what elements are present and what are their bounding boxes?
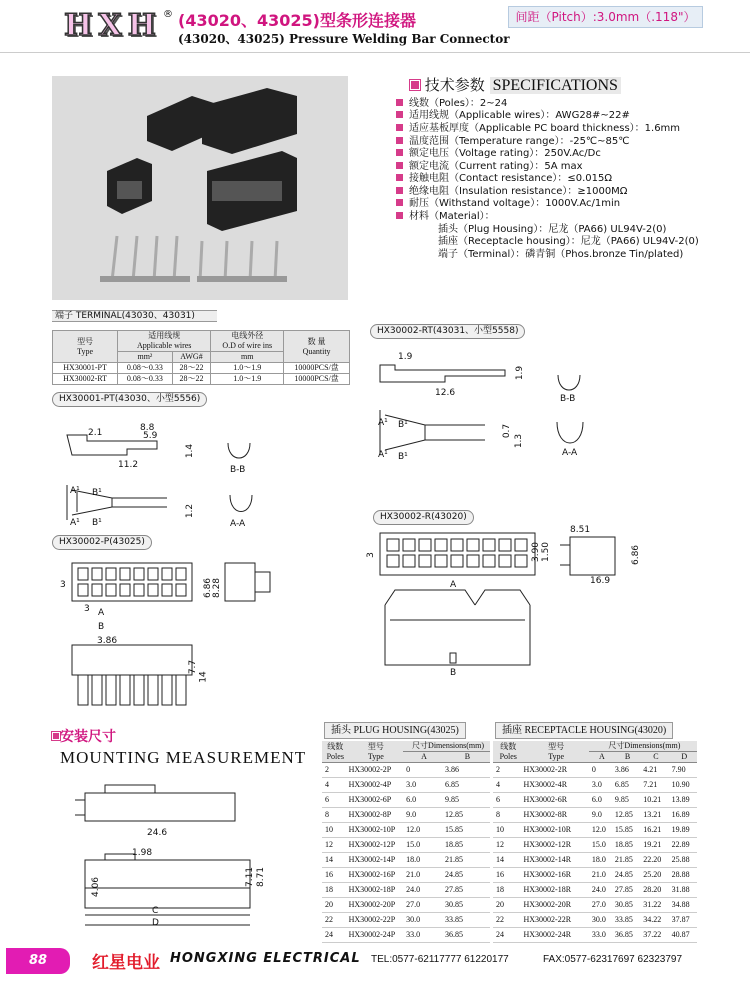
spec-line: 绝缘电阻（Insulation resistance）：≥1000MΩ	[396, 186, 627, 198]
fax: FAX:0577-62317697 62323797	[543, 954, 683, 965]
material-line: 端子（Terminal）：磷青铜（Phos.bronze Tin/plated)	[438, 249, 684, 260]
mounting-heading-en: MOUNTING MEASUREMENT	[60, 748, 307, 767]
table-row: 6 HX30002-6P 6.0 9.85	[322, 793, 490, 808]
table-row: 14 HX30002-14P 18.0 21.85	[322, 853, 490, 868]
col-qty: 数 量 Quantity	[284, 331, 350, 363]
rt-drawing-tag: HX30002-RT(43031、小型5558)	[370, 324, 525, 339]
specs-heading-en: SPECIFICATIONS	[490, 77, 621, 94]
receptacle-housing-drawing	[375, 525, 650, 685]
table-row: 12 HX30002-12R 15.0 18.85 19.21 22.89	[493, 838, 697, 853]
registered-mark: ®	[163, 9, 173, 20]
table-row: 2 HX30002-2R 0 3.86 4.21 7.90	[493, 763, 697, 778]
spec-line: 额定电压（Voltage rating）：250V.Ac/Dc	[396, 148, 601, 160]
product-photo-art	[52, 76, 348, 300]
table-row: 20 HX30002-20R 27.0 30.85 31.22 34.88	[493, 898, 697, 913]
mounting-bullet-icon	[52, 732, 60, 740]
table-row: 6 HX30002-6R 6.0 9.85 10.21 13.89	[493, 793, 697, 808]
specs-heading	[410, 74, 621, 95]
table-row: 2 HX30002-2P 0 3.86	[322, 763, 490, 778]
table-row: 10 HX30002-10R 12.0 15.85 16.21 19.89	[493, 823, 697, 838]
table-row: 8 HX30002-8P 9.0 12.85	[322, 808, 490, 823]
mounting-heading-cn: 安装尺寸	[52, 726, 116, 746]
pt-section-drawing	[225, 440, 255, 520]
company-name-cn: 红星电业	[92, 953, 160, 973]
p-drawing-tag: HX30002-P(43025)	[52, 535, 152, 550]
material-line: 插头（Plug Housing）：尼龙（PA66) UL94V-2(0)	[438, 224, 667, 235]
table-row: 22 HX30002-22R 30.0 33.85 34.22 37.87	[493, 913, 697, 928]
material-line: 插座（Receptacle housing）：尼龙（PA66) UL94V-2(0)	[438, 236, 699, 247]
table-row: 22 HX30002-22P 30.0 33.85	[322, 913, 490, 928]
plug-table-heading: 插头 PLUG HOUSING(43025)	[324, 722, 466, 739]
terminal-heading: 端子 TERMINAL(43030、43031)	[52, 310, 217, 322]
table-row: 20 HX30002-20P 27.0 30.85	[322, 898, 490, 913]
terminal-table: 型号 Type 适用线规 Applicable wires 电线外径 O.D of wire ins 数 量 Quantity mm² AWG# mm HX30001-PT 0.08～0.33 28～22 1.0～1.9 10000PCS/盘 HX30002-RT 0.08～0.33 28～22 1.0～1.9 10000PCS/盘	[52, 330, 350, 385]
page-title-cn: (43020、43025)型条形连接器	[178, 11, 416, 30]
rt-terminal-drawing	[375, 350, 535, 460]
table-row: 18 HX30002-18P 24.0 27.85	[322, 883, 490, 898]
table-row: 16 HX30002-16R 21.0 24.85 25.20 28.88	[493, 868, 697, 883]
pt-terminal-drawing	[62, 420, 202, 530]
page-title-en: (43020、43025) Pressure Welding Bar Connector	[178, 32, 510, 46]
spec-line: 适应基板厚度（Applicable PC board thickness）：1.6mm	[396, 123, 680, 135]
table-row: 14 HX30002-14R 18.0 21.85 22.20 25.88	[493, 853, 697, 868]
table-row: 4 HX30002-4R 3.0 6.85 7.21 10.90	[493, 778, 697, 793]
r-drawing-tag: HX30002-R(43020)	[373, 510, 474, 525]
brand-logo: HXH	[64, 8, 162, 43]
receptacle-table: 线数 Poles 型号 Type 尺寸Dimensions(mm) A B C D 2 HX30002-2R 0 3.86 4.21 7.90 4 HX30002-4R 3.0 6.85 7.21 10.90 6 HX30002-6R 6.0 9.85 10.21 13.89 8 HX30002-8R 9.0 12.85 13.21 16.89 10 HX30002-10R 12.0 15.85 16.21 19.89 12 HX30002-12R 15.0 18.85 19.21 22.89 14 HX30002-14R 18.0 21.85 22.20 25.88 16 HX30002-16R 21.0 24.85 25.20 28.88 18 HX30002-18R 24.0 27.85 28.20 31.88 20 HX30002-20R 27.0 30.85 31.22 34.88 22 HX30002-22R 30.0 33.85 34.22 37.87 24 HX30002-24R 33.0 36.85 37.22 40.87	[493, 741, 697, 943]
pt-drawing-tag: HX30001-PT(43030、小型5556)	[52, 392, 207, 407]
table-row: HX30002-RT 0.08～0.33 28～22 1.0～1.9 10000PCS/盘	[53, 374, 350, 385]
table-row: HX30001-PT 0.08～0.33 28～22 1.0～1.9 10000PCS/盘	[53, 363, 350, 374]
spec-line: 耐压（Withstand voltage）：1000V.Ac/1min	[396, 198, 620, 210]
col-wires: 适用线规 Applicable wires	[118, 331, 211, 352]
specs-heading-bullet-icon	[410, 80, 420, 90]
table-row: 10 HX30002-10P 12.0 15.85	[322, 823, 490, 838]
spec-line: 接触电阻（Contact resistance）：≤0.015Ω	[396, 173, 612, 185]
plug-table: 线数 Poles 型号 Type 尺寸Dimensions(mm) A B 2 HX30002-2P 0 3.86 4 HX30002-4P 3.0 6.85 6 HX30002-6P 6.0 9.85 8 HX30002-8P 9.0 12.85 10 HX30002-10P 12.0 15.85 12 HX30002-12P 15.0 18.85 14 HX30002-14P 18.0 21.85 16 HX30002-16P 21.0 24.85 18 HX30002-18P 24.0 27.85 20 HX30002-20P 27.0 30.85 22 HX30002-22P 30.0 33.85 24 HX30002-24P 33.0 36.85	[322, 741, 490, 943]
table-row: 4 HX30002-4P 3.0 6.85	[322, 778, 490, 793]
col-type: 型号 Type	[53, 331, 118, 363]
specs-heading-cn: 技术参数	[424, 76, 485, 94]
table-row: 24 HX30002-24R 33.0 36.85 37.22 40.87	[493, 928, 697, 943]
page-number: 88	[6, 948, 70, 974]
product-photo	[52, 76, 348, 300]
spec-line: 额定电流（Current rating）：5A max	[396, 161, 583, 173]
spec-line: 材料（Material）：	[396, 211, 495, 223]
company-name-en: HONGXING ELECTRICAL	[170, 951, 361, 966]
pitch-badge: 间距（Pitch）:3.0mm（.118"）	[508, 6, 703, 28]
rec-table-heading: 插座 RECEPTACLE HOUSING(43020)	[495, 722, 673, 739]
telephone: TEL:0577-62117777 61220177	[371, 954, 509, 965]
col-od: 电线外径 O.D of wire ins	[211, 331, 284, 352]
header-divider	[0, 52, 750, 53]
table-row: 8 HX30002-8R 9.0 12.85 13.21 16.89	[493, 808, 697, 823]
spec-line: 线数（Poles）：2~24	[396, 98, 507, 110]
table-row: 16 HX30002-16P 21.0 24.85	[322, 868, 490, 883]
mounting-drawing	[75, 780, 265, 930]
table-row: 12 HX30002-12P 15.0 18.85	[322, 838, 490, 853]
table-row: 24 HX30002-24P 33.0 36.85	[322, 928, 490, 943]
spec-line: 适用线规（Applicable wires）：AWG28#~22#	[396, 110, 630, 122]
table-row: 18 HX30002-18R 24.0 27.85 28.20 31.88	[493, 883, 697, 898]
rt-section-drawing	[555, 372, 585, 452]
spec-line: 温度范围（Temperature range）：-25℃~85℃	[396, 136, 630, 148]
